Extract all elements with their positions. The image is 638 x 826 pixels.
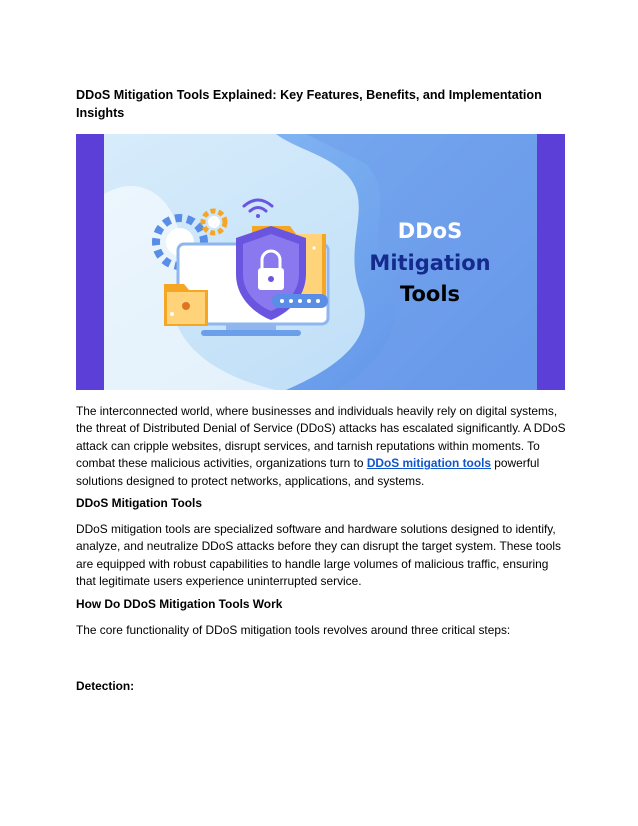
password-field-icon: [272, 294, 328, 308]
intro-text-after: powerful solutions designed to protect networks, applications, and systems.: [76, 456, 540, 488]
banner-text-line1: DDoS: [397, 219, 463, 243]
folder-icon: [164, 284, 208, 326]
banner-text-line2: Mitigation: [369, 251, 491, 275]
ddos-mitigation-tools-link[interactable]: DDoS mitigation tools: [366, 456, 491, 471]
document-title: DDoS Mitigation Tools Explained: Key Features, Benefits, and Implementation Insights: [76, 88, 542, 120]
banner-text-line3: Tools: [399, 282, 461, 306]
section-heading-how-it-works: How Do DDoS Mitigation Tools Work: [76, 597, 283, 611]
intro-paragraph: [76, 403, 566, 490]
section-paragraph-ddos-mitigation-tools: DDoS mitigation tools are specialized software and hardware solutions designed to identify, analyze, and neutralize DDoS attacks before they can disrupt the target system. These tools are equipped with robust capabilities to handle large volumes of malicious traffic, ensuring that legitimate users experience uninterrupted service.: [76, 522, 561, 589]
banner-image: [76, 134, 565, 390]
section-heading-ddos-mitigation-tools: DDoS Mitigation Tools: [76, 496, 202, 510]
section-heading-detection: Detection:: [76, 679, 135, 693]
intro-text-before: The interconnected world, where businesses and individuals heavily rely on digital systems, the threat of Distributed Denial of Service (DDoS) attacks has escalated significantly. A DDoS attack can cripple websites, disrupt services, and tarnish reputations within moments. To combat these malicious activities, organizations turn to: [76, 404, 566, 471]
section-paragraph-how-it-works: The core functionality of DDoS mitigation tools revolves around three critical steps:: [76, 623, 511, 637]
